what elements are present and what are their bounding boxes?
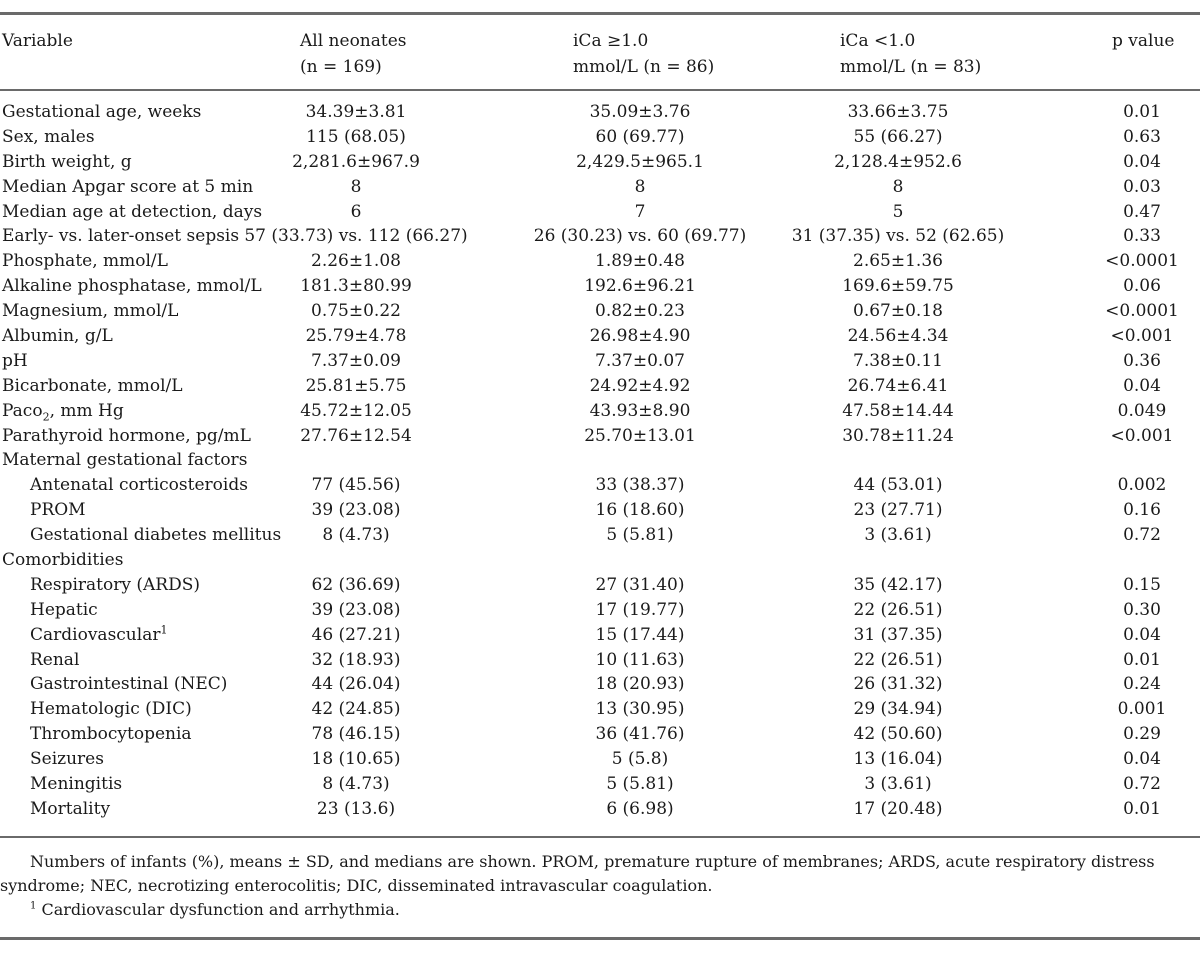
table-row [0, 548, 1200, 573]
table-header-rule [0, 89, 1200, 91]
cell-ica-high: 10 (11.63) [595, 649, 685, 670]
cell-p-value: 0.03 [1123, 176, 1161, 197]
cell-ica-high: 17 (19.77) [595, 599, 685, 620]
row-label: Hematologic (DIC) [30, 699, 192, 720]
row-label [2, 399, 124, 424]
cell-all-neonates: 18 (10.65) [311, 749, 401, 770]
cell-all-neonates: 181.3±80.99 [300, 276, 412, 297]
cell-p-value: 0.001 [1117, 699, 1167, 720]
table-bottom-rule [0, 937, 1200, 940]
cell-ica-low: 35 (42.17) [853, 574, 943, 595]
cell-p-value: 0.01 [1123, 102, 1161, 122]
cell-p-value: 0.002 [1117, 475, 1167, 496]
cell-all-neonates: 44 (26.04) [311, 674, 401, 695]
header-ica-high-line2: mmol/L (n = 86) [573, 57, 715, 77]
footnote-cardiovascular-text: Cardiovascular dysfunction and arrhythmia. [41, 900, 400, 919]
row-label: Gestational age, weeks [2, 102, 202, 122]
header-all-line2: (n = 169) [300, 57, 382, 77]
table-row [0, 722, 1200, 747]
header-p-value: p value [1112, 31, 1175, 51]
cell-all-neonates: 77 (45.56) [311, 475, 401, 496]
table-body [0, 100, 1200, 822]
cell-all-neonates: 46 (27.21) [311, 624, 401, 645]
footnote-marker: 1 [30, 900, 37, 912]
row-label-subscript: 2 [42, 410, 50, 424]
cell-p-value: 0.049 [1117, 400, 1167, 421]
cell-ica-low: 44 (53.01) [853, 475, 943, 496]
cell-ica-low: 5 [892, 201, 904, 222]
row-label: Gastrointestinal (NEC) [30, 674, 228, 695]
cell-p-value: <0.001 [1110, 425, 1174, 446]
cell-ica-low: 33.66±3.75 [847, 102, 949, 122]
cell-p-value: <0.0001 [1105, 251, 1179, 272]
footnote-abbreviations: Numbers of infants (%), means ± SD, and medians are shown. PROM, premature rupture of membranes; ARDS, acute respiratory distress syndrome; NEC, necrotizing enterocolitis; DIC, disseminated intravascular coagulation. [0, 852, 1155, 895]
cell-all-neonates: 2,281.6±967.9 [292, 151, 420, 172]
row-label: Magnesium, mmol/L [2, 301, 179, 322]
cell-ica-low: 23 (27.71) [853, 500, 943, 521]
cell-all-neonates: 23 (13.6) [316, 798, 396, 819]
table-row [0, 448, 1200, 473]
cell-p-value: 0.29 [1123, 724, 1161, 745]
cell-ica-high: 16 (18.60) [595, 500, 685, 521]
cell-all-neonates: 27.76±12.54 [300, 425, 412, 446]
row-label: Antenatal corticosteroids [30, 475, 248, 496]
row-label: Albumin, g/L [2, 326, 113, 347]
table-row [0, 249, 1200, 274]
cell-all-neonates: 34.39±3.81 [305, 102, 407, 122]
cell-all-neonates: 57 (33.73) vs. 112 (66.27) [244, 226, 468, 247]
cell-all-neonates: 78 (46.15) [311, 724, 401, 745]
cell-ica-low: 42 (50.60) [853, 724, 943, 745]
header-all-neonates [300, 28, 407, 80]
row-label: Phosphate, mmol/L [2, 251, 168, 272]
cell-p-value: 0.72 [1123, 774, 1161, 795]
table-row [0, 324, 1200, 349]
cell-p-value: 0.16 [1123, 500, 1161, 521]
cell-ica-low: 26.74±6.41 [847, 375, 949, 396]
cell-ica-high: 25.70±13.01 [584, 425, 696, 446]
row-label: Gestational diabetes mellitus [30, 525, 282, 546]
cell-ica-low: 26 (31.32) [853, 674, 943, 695]
cell-ica-high: 35.09±3.76 [589, 102, 691, 122]
group-label: Comorbidities [2, 550, 124, 571]
table-row [0, 175, 1200, 200]
row-label: Respiratory (ARDS) [30, 574, 200, 595]
row-label-footnote-marker: 1 [160, 623, 168, 637]
row-label: Parathyroid hormone, pg/mL [2, 425, 251, 446]
row-label: Sex, males [2, 126, 95, 147]
table-row [0, 623, 1200, 648]
cell-ica-high: 5 (5.81) [606, 774, 674, 795]
cell-ica-low: 22 (26.51) [853, 599, 943, 620]
cell-all-neonates: 25.79±4.78 [305, 326, 407, 347]
cell-all-neonates: 115 (68.05) [306, 126, 406, 147]
cell-ica-high: 43.93±8.90 [589, 400, 691, 421]
cell-all-neonates: 25.81±5.75 [305, 375, 407, 396]
cell-p-value: 0.72 [1123, 525, 1161, 546]
row-label [30, 623, 167, 648]
table-row [0, 473, 1200, 498]
table-body-end-rule [0, 836, 1200, 838]
cell-ica-high: 1.89±0.48 [595, 251, 685, 272]
table-row [0, 100, 1200, 125]
cell-ica-high: 24.92±4.92 [589, 375, 691, 396]
cell-all-neonates: 8 (4.73) [322, 774, 390, 795]
table-row [0, 573, 1200, 598]
header-all-line1: All neonates [300, 31, 407, 51]
cell-ica-low: 7.38±0.11 [853, 350, 943, 371]
row-label: Alkaline phosphatase, mmol/L [2, 276, 262, 297]
table-row [0, 523, 1200, 548]
header-ica-high-line1: iCa ≥1.0 [573, 31, 649, 51]
table-row [0, 498, 1200, 523]
cell-p-value: 0.01 [1123, 649, 1161, 670]
cell-ica-high: 26 (30.23) vs. 60 (69.77) [533, 226, 747, 247]
cell-all-neonates: 39 (23.08) [311, 500, 401, 521]
table-row [0, 349, 1200, 374]
cell-ica-low: 31 (37.35) [853, 624, 943, 645]
cell-ica-low: 29 (34.94) [853, 699, 943, 720]
cell-p-value: 0.47 [1123, 201, 1161, 222]
row-label: Seizures [30, 749, 104, 770]
row-label: Renal [30, 649, 80, 670]
table-row [0, 125, 1200, 150]
cell-ica-low: 17 (20.48) [853, 798, 943, 819]
cell-all-neonates: 8 [350, 176, 362, 197]
header-ica-high [573, 28, 714, 80]
cell-all-neonates: 7.37±0.09 [311, 350, 401, 371]
cell-ica-high: 7.37±0.07 [595, 350, 685, 371]
table-row [0, 399, 1200, 424]
table-row [0, 772, 1200, 797]
cell-p-value: 0.36 [1123, 350, 1161, 371]
row-label: Thrombocytopenia [30, 724, 192, 745]
cell-ica-high: 13 (30.95) [595, 699, 685, 720]
cell-ica-high: 36 (41.76) [595, 724, 685, 745]
cell-ica-low: 3 (3.61) [864, 774, 932, 795]
cell-all-neonates: 45.72±12.05 [300, 400, 412, 421]
row-label-unit: , mm Hg [49, 400, 124, 421]
cell-p-value: 0.15 [1123, 574, 1161, 595]
cell-ica-low: 13 (16.04) [853, 749, 943, 770]
cell-ica-low: 24.56±4.34 [847, 326, 949, 347]
cell-ica-high: 27 (31.40) [595, 574, 685, 595]
cell-ica-high: 33 (38.37) [595, 475, 685, 496]
cell-all-neonates: 32 (18.93) [311, 649, 401, 670]
cell-ica-high: 192.6±96.21 [584, 276, 696, 297]
cell-p-value: 0.04 [1123, 624, 1161, 645]
row-label: Bicarbonate, mmol/L [2, 375, 183, 396]
row-label: pH [2, 350, 28, 371]
row-label: Early- vs. later-onset sepsis [2, 226, 240, 247]
table-row [0, 224, 1200, 249]
header-ica-low-line1: iCa <1.0 [840, 31, 916, 51]
cell-ica-high: 60 (69.77) [595, 126, 685, 147]
cell-all-neonates: 0.75±0.22 [311, 301, 401, 322]
cell-ica-low: 22 (26.51) [853, 649, 943, 670]
cell-ica-high: 7 [634, 201, 646, 222]
cell-p-value: 0.04 [1123, 151, 1161, 172]
cell-ica-low: 2,128.4±952.6 [834, 151, 962, 172]
cell-ica-low: 31 (37.35) vs. 52 (62.65) [791, 226, 1005, 247]
cell-p-value: <0.001 [1110, 326, 1174, 347]
row-label: Birth weight, g [2, 151, 132, 172]
cell-all-neonates: 8 (4.73) [322, 525, 390, 546]
row-label-text: Paco [2, 400, 43, 421]
table-row [0, 200, 1200, 225]
cell-ica-high: 5 (5.8) [611, 749, 669, 770]
cell-ica-low: 2.65±1.36 [853, 251, 943, 272]
cell-ica-low: 55 (66.27) [853, 126, 943, 147]
table-row [0, 648, 1200, 673]
row-label: Median age at detection, days [2, 201, 263, 222]
cell-p-value: <0.0001 [1105, 301, 1179, 322]
cell-p-value: 0.01 [1123, 798, 1161, 819]
group-label: Maternal gestational factors [2, 450, 248, 471]
table-row [0, 747, 1200, 772]
table-row [0, 374, 1200, 399]
cell-ica-high: 18 (20.93) [595, 674, 685, 695]
row-label: Meningitis [30, 774, 123, 795]
cell-p-value: 0.04 [1123, 749, 1161, 770]
row-label: Mortality [30, 798, 111, 819]
cell-ica-low: 3 (3.61) [864, 525, 932, 546]
cell-p-value: 0.33 [1123, 226, 1161, 247]
table-row [0, 424, 1200, 449]
cell-all-neonates: 6 [350, 201, 362, 222]
header-ica-low-line2: mmol/L (n = 83) [840, 57, 982, 77]
cell-ica-high: 26.98±4.90 [589, 326, 691, 347]
cell-all-neonates: 42 (24.85) [311, 699, 401, 720]
cell-ica-high: 8 [634, 176, 646, 197]
row-label-text: Cardiovascular [30, 624, 161, 645]
cell-all-neonates: 39 (23.08) [311, 599, 401, 620]
table-row [0, 672, 1200, 697]
table-top-rule [0, 12, 1200, 15]
table-row [0, 697, 1200, 722]
cell-all-neonates: 2.26±1.08 [311, 251, 401, 272]
row-label: Median Apgar score at 5 min [2, 176, 254, 197]
cell-ica-low: 47.58±14.44 [842, 400, 954, 421]
cell-ica-high: 2,429.5±965.1 [576, 151, 704, 172]
cell-p-value: 0.06 [1123, 276, 1161, 297]
cell-ica-high: 15 (17.44) [595, 624, 685, 645]
header-ica-low [840, 28, 981, 80]
cell-ica-high: 6 (6.98) [606, 798, 674, 819]
table-row [0, 150, 1200, 175]
table-footnotes [0, 850, 1196, 922]
row-label: PROM [30, 500, 86, 521]
cell-p-value: 0.24 [1123, 674, 1161, 695]
cell-ica-low: 30.78±11.24 [842, 425, 954, 446]
table-row [0, 797, 1200, 822]
table-row [0, 274, 1200, 299]
header-variable: Variable [2, 31, 73, 51]
cell-p-value: 0.63 [1123, 126, 1161, 147]
cell-ica-high: 5 (5.81) [606, 525, 674, 546]
cell-ica-low: 0.67±0.18 [853, 301, 943, 322]
cell-all-neonates: 62 (36.69) [311, 574, 401, 595]
footnote-cardiovascular [0, 898, 1196, 922]
cell-ica-low: 169.6±59.75 [842, 276, 954, 297]
cell-p-value: 0.04 [1123, 375, 1161, 396]
table-row [0, 299, 1200, 324]
table-row [0, 598, 1200, 623]
cell-ica-high: 0.82±0.23 [595, 301, 685, 322]
row-label: Hepatic [30, 599, 98, 620]
cell-p-value: 0.30 [1123, 599, 1161, 620]
cell-ica-low: 8 [892, 176, 904, 197]
